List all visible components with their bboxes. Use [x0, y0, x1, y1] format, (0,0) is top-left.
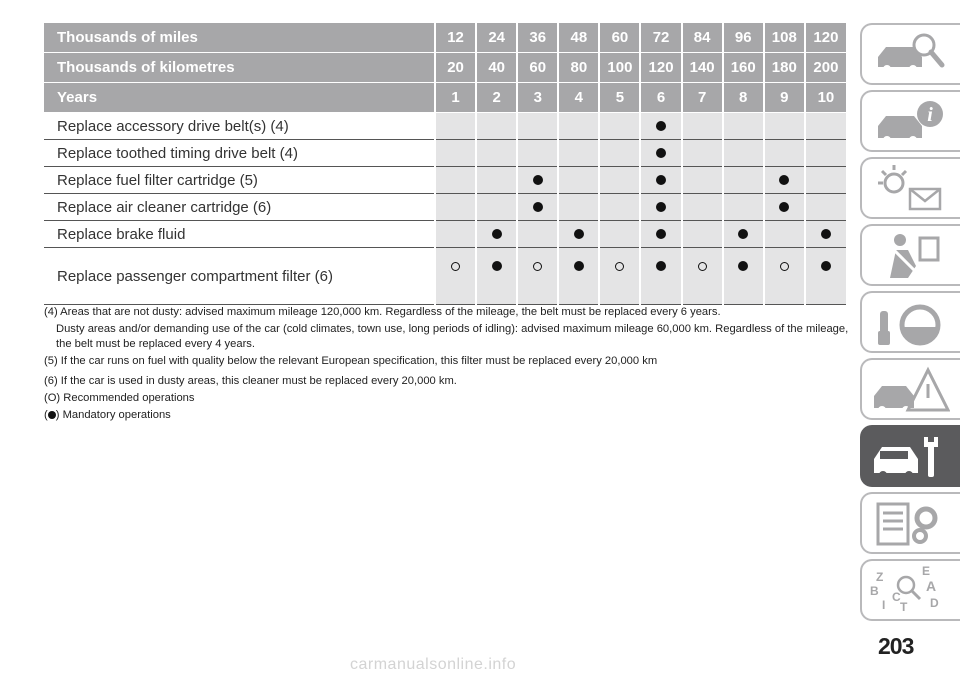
maintenance-schedule-table: [44, 23, 846, 305]
tab-car-info[interactable]: [860, 90, 960, 152]
header-value: 84: [682, 23, 723, 53]
schedule-cell: [682, 167, 723, 194]
header-value: 9: [764, 83, 805, 113]
car-emergency-icon: [870, 364, 950, 416]
header-label: Years: [44, 83, 435, 113]
data-gear-icon: [870, 498, 950, 550]
schedule-cell: [764, 140, 805, 167]
header-value: 48: [558, 23, 599, 53]
schedule-cell: [476, 167, 517, 194]
schedule-cell: [682, 194, 723, 221]
mandatory-dot-icon: [656, 175, 666, 185]
schedule-cell: [640, 194, 681, 221]
svg-text:E: E: [922, 565, 931, 578]
header-value: 3: [517, 83, 558, 113]
mandatory-dot-icon: [574, 261, 584, 271]
svg-text:T: T: [900, 600, 908, 614]
table-row: [44, 194, 846, 221]
schedule-cell: [558, 248, 599, 305]
schedule-cell: [558, 140, 599, 167]
page-number: 203: [878, 633, 914, 659]
mandatory-dot-icon: [533, 175, 543, 185]
mandatory-dot-icon: [492, 229, 502, 239]
table-row: [44, 221, 846, 248]
schedule-cell: [476, 140, 517, 167]
mandatory-dot-icon: [656, 229, 666, 239]
header-value: 72: [640, 23, 681, 53]
schedule-cell: [599, 140, 640, 167]
tab-technical-specs[interactable]: [860, 492, 960, 554]
schedule-cell: [723, 167, 764, 194]
header-value: 180: [764, 53, 805, 83]
header-value: 1: [435, 83, 476, 113]
schedule-cell: [476, 113, 517, 140]
tab-index[interactable]: [860, 559, 960, 621]
schedule-cell: [435, 248, 476, 305]
mandatory-dot-icon: [656, 148, 666, 158]
schedule-cell: [764, 248, 805, 305]
tab-starting-driving[interactable]: [860, 291, 960, 353]
legend-recommended: (O) Recommended operations: [44, 392, 195, 404]
mandatory-dot-icon: [656, 261, 666, 271]
footnotes: [44, 305, 850, 425]
header-value: 40: [476, 53, 517, 83]
recommended-ring-icon: [533, 262, 542, 271]
car-wrench-icon: [870, 431, 950, 483]
mandatory-dot-icon: [574, 229, 584, 239]
schedule-cell: [764, 194, 805, 221]
schedule-cell: [682, 140, 723, 167]
schedule-cell: [682, 221, 723, 248]
svg-text:B: B: [870, 584, 879, 598]
mandatory-dot-icon: [738, 261, 748, 271]
header-value: 36: [517, 23, 558, 53]
header-row: [44, 23, 846, 53]
schedule-cell: [723, 113, 764, 140]
key-steering-wheel-icon: [870, 297, 950, 349]
header-value: 10: [805, 83, 846, 113]
warning-light-message-icon: [870, 163, 950, 215]
schedule-cell: [517, 113, 558, 140]
schedule-cell: [805, 167, 846, 194]
table-row: [44, 113, 846, 140]
schedule-cell: [435, 113, 476, 140]
schedule-cell: [599, 248, 640, 305]
schedule-cell: [599, 113, 640, 140]
schedule-cell: [640, 140, 681, 167]
tab-warning-lights[interactable]: [860, 157, 960, 219]
svg-text:I: I: [882, 598, 886, 612]
schedule-cell: [764, 167, 805, 194]
operation-label: Replace fuel filter cartridge (5): [44, 167, 435, 194]
mandatory-dot-icon: [492, 261, 502, 271]
mandatory-dot-icon: [821, 261, 831, 271]
header-value: 4: [558, 83, 599, 113]
mandatory-dot-icon: [533, 202, 543, 212]
header-value: 5: [599, 83, 640, 113]
schedule-cell: [599, 221, 640, 248]
schedule-cell: [558, 221, 599, 248]
schedule-cell: [517, 221, 558, 248]
svg-text:Z: Z: [876, 570, 884, 584]
mandatory-dot-icon: [656, 121, 666, 131]
schedule-cell: [805, 221, 846, 248]
header-value: 20: [435, 53, 476, 83]
car-search-icon: [870, 29, 950, 81]
tab-emergency[interactable]: [860, 358, 960, 420]
header-value: 7: [682, 83, 723, 113]
schedule-cell: [723, 140, 764, 167]
schedule-cell: [517, 194, 558, 221]
schedule-cell: [723, 248, 764, 305]
schedule-cell: [764, 113, 805, 140]
schedule-cell: [517, 248, 558, 305]
header-label: Thousands of kilometres: [44, 53, 435, 83]
schedule-cell: [682, 113, 723, 140]
header-row: [44, 83, 846, 113]
operation-label: Replace brake fluid: [44, 221, 435, 248]
schedule-cell: [476, 248, 517, 305]
header-value: 140: [682, 53, 723, 83]
header-value: 6: [640, 83, 681, 113]
schedule-cell: [682, 248, 723, 305]
header-value: 120: [640, 53, 681, 83]
schedule-cell: [599, 194, 640, 221]
seatbelt-airbag-icon: [870, 230, 950, 282]
note-5: (5) If the car runs on fuel with quality below the relevant European specification, this filter must be replaced every 20,000 km: [44, 355, 658, 367]
schedule-cell: [435, 194, 476, 221]
schedule-cell: [640, 167, 681, 194]
header-value: 200: [805, 53, 846, 83]
schedule-cell: [517, 140, 558, 167]
schedule-cell: [640, 248, 681, 305]
header-value: 12: [435, 23, 476, 53]
mandatory-dot-icon: [779, 202, 789, 212]
tab-safety[interactable]: [860, 224, 960, 286]
schedule-cell: [805, 248, 846, 305]
watermark: carmanualsonline.info: [350, 656, 517, 673]
legend-mandatory: ( ) Mandatory operations: [44, 409, 171, 421]
operation-label: Replace passenger compartment filter (6): [44, 248, 435, 305]
schedule-cell: [805, 113, 846, 140]
operation-label: Replace toothed timing drive belt (4): [44, 140, 435, 167]
header-value: 160: [723, 53, 764, 83]
schedule-cell: [723, 194, 764, 221]
schedule-cell: [476, 194, 517, 221]
header-row: [44, 53, 846, 83]
mandatory-dot-icon: [48, 411, 56, 419]
svg-text:C: C: [892, 590, 901, 604]
car-info-icon: [870, 96, 950, 148]
schedule-cell: [599, 167, 640, 194]
svg-text:A: A: [926, 578, 937, 594]
mandatory-dot-icon: [656, 202, 666, 212]
table-row: [44, 248, 846, 305]
recommended-ring-icon: [780, 262, 789, 271]
alphabetical-index-icon: [870, 565, 950, 617]
header-value: 60: [599, 23, 640, 53]
svg-text:i: i: [927, 104, 933, 126]
table-row: [44, 140, 846, 167]
header-label: Thousands of miles: [44, 23, 435, 53]
schedule-cell: [805, 140, 846, 167]
operation-label: Replace air cleaner cartridge (6): [44, 194, 435, 221]
recommended-ring-icon: [698, 262, 707, 271]
note-4-dusty: Dusty areas and/or demanding use of the car (cold climates, town use, long periods of idling): advised maximum mileage 60,000 km. Regardless of the mileage, the belt must be replaced every 4 years.: [56, 323, 849, 350]
operation-label: Replace accessory drive belt(s) (4): [44, 113, 435, 140]
mandatory-dot-icon: [821, 229, 831, 239]
schedule-cell: [435, 221, 476, 248]
note-4: (4) Areas that are not dusty: advised maximum mileage 120,000 km. Regardless of the mileage, the belt must be replaced every 6 years.: [44, 306, 721, 318]
schedule-cell: [558, 113, 599, 140]
header-value: 100: [599, 53, 640, 83]
header-value: 2: [476, 83, 517, 113]
header-value: 108: [764, 23, 805, 53]
note-6: (6) If the car is used in dusty areas, this cleaner must be replaced every 20,000 km.: [44, 375, 457, 387]
schedule-cell: [640, 113, 681, 140]
tab-car-search[interactable]: [860, 23, 960, 85]
header-value: 24: [476, 23, 517, 53]
recommended-ring-icon: [615, 262, 624, 271]
schedule-cell: [558, 167, 599, 194]
header-value: 60: [517, 53, 558, 83]
table-row: [44, 167, 846, 194]
schedule-cell: [723, 221, 764, 248]
schedule-cell: [640, 221, 681, 248]
header-value: 120: [805, 23, 846, 53]
svg-text:D: D: [930, 596, 939, 610]
schedule-cell: [517, 167, 558, 194]
schedule-cell: [764, 221, 805, 248]
tab-servicing-maintenance[interactable]: [860, 425, 960, 487]
mandatory-dot-icon: [738, 229, 748, 239]
recommended-ring-icon: [451, 262, 460, 271]
header-value: 80: [558, 53, 599, 83]
schedule-cell: [435, 140, 476, 167]
header-value: 8: [723, 83, 764, 113]
schedule-cell: [476, 221, 517, 248]
schedule-cell: [805, 194, 846, 221]
mandatory-dot-icon: [779, 175, 789, 185]
header-value: 96: [723, 23, 764, 53]
schedule-cell: [435, 167, 476, 194]
schedule-cell: [558, 194, 599, 221]
